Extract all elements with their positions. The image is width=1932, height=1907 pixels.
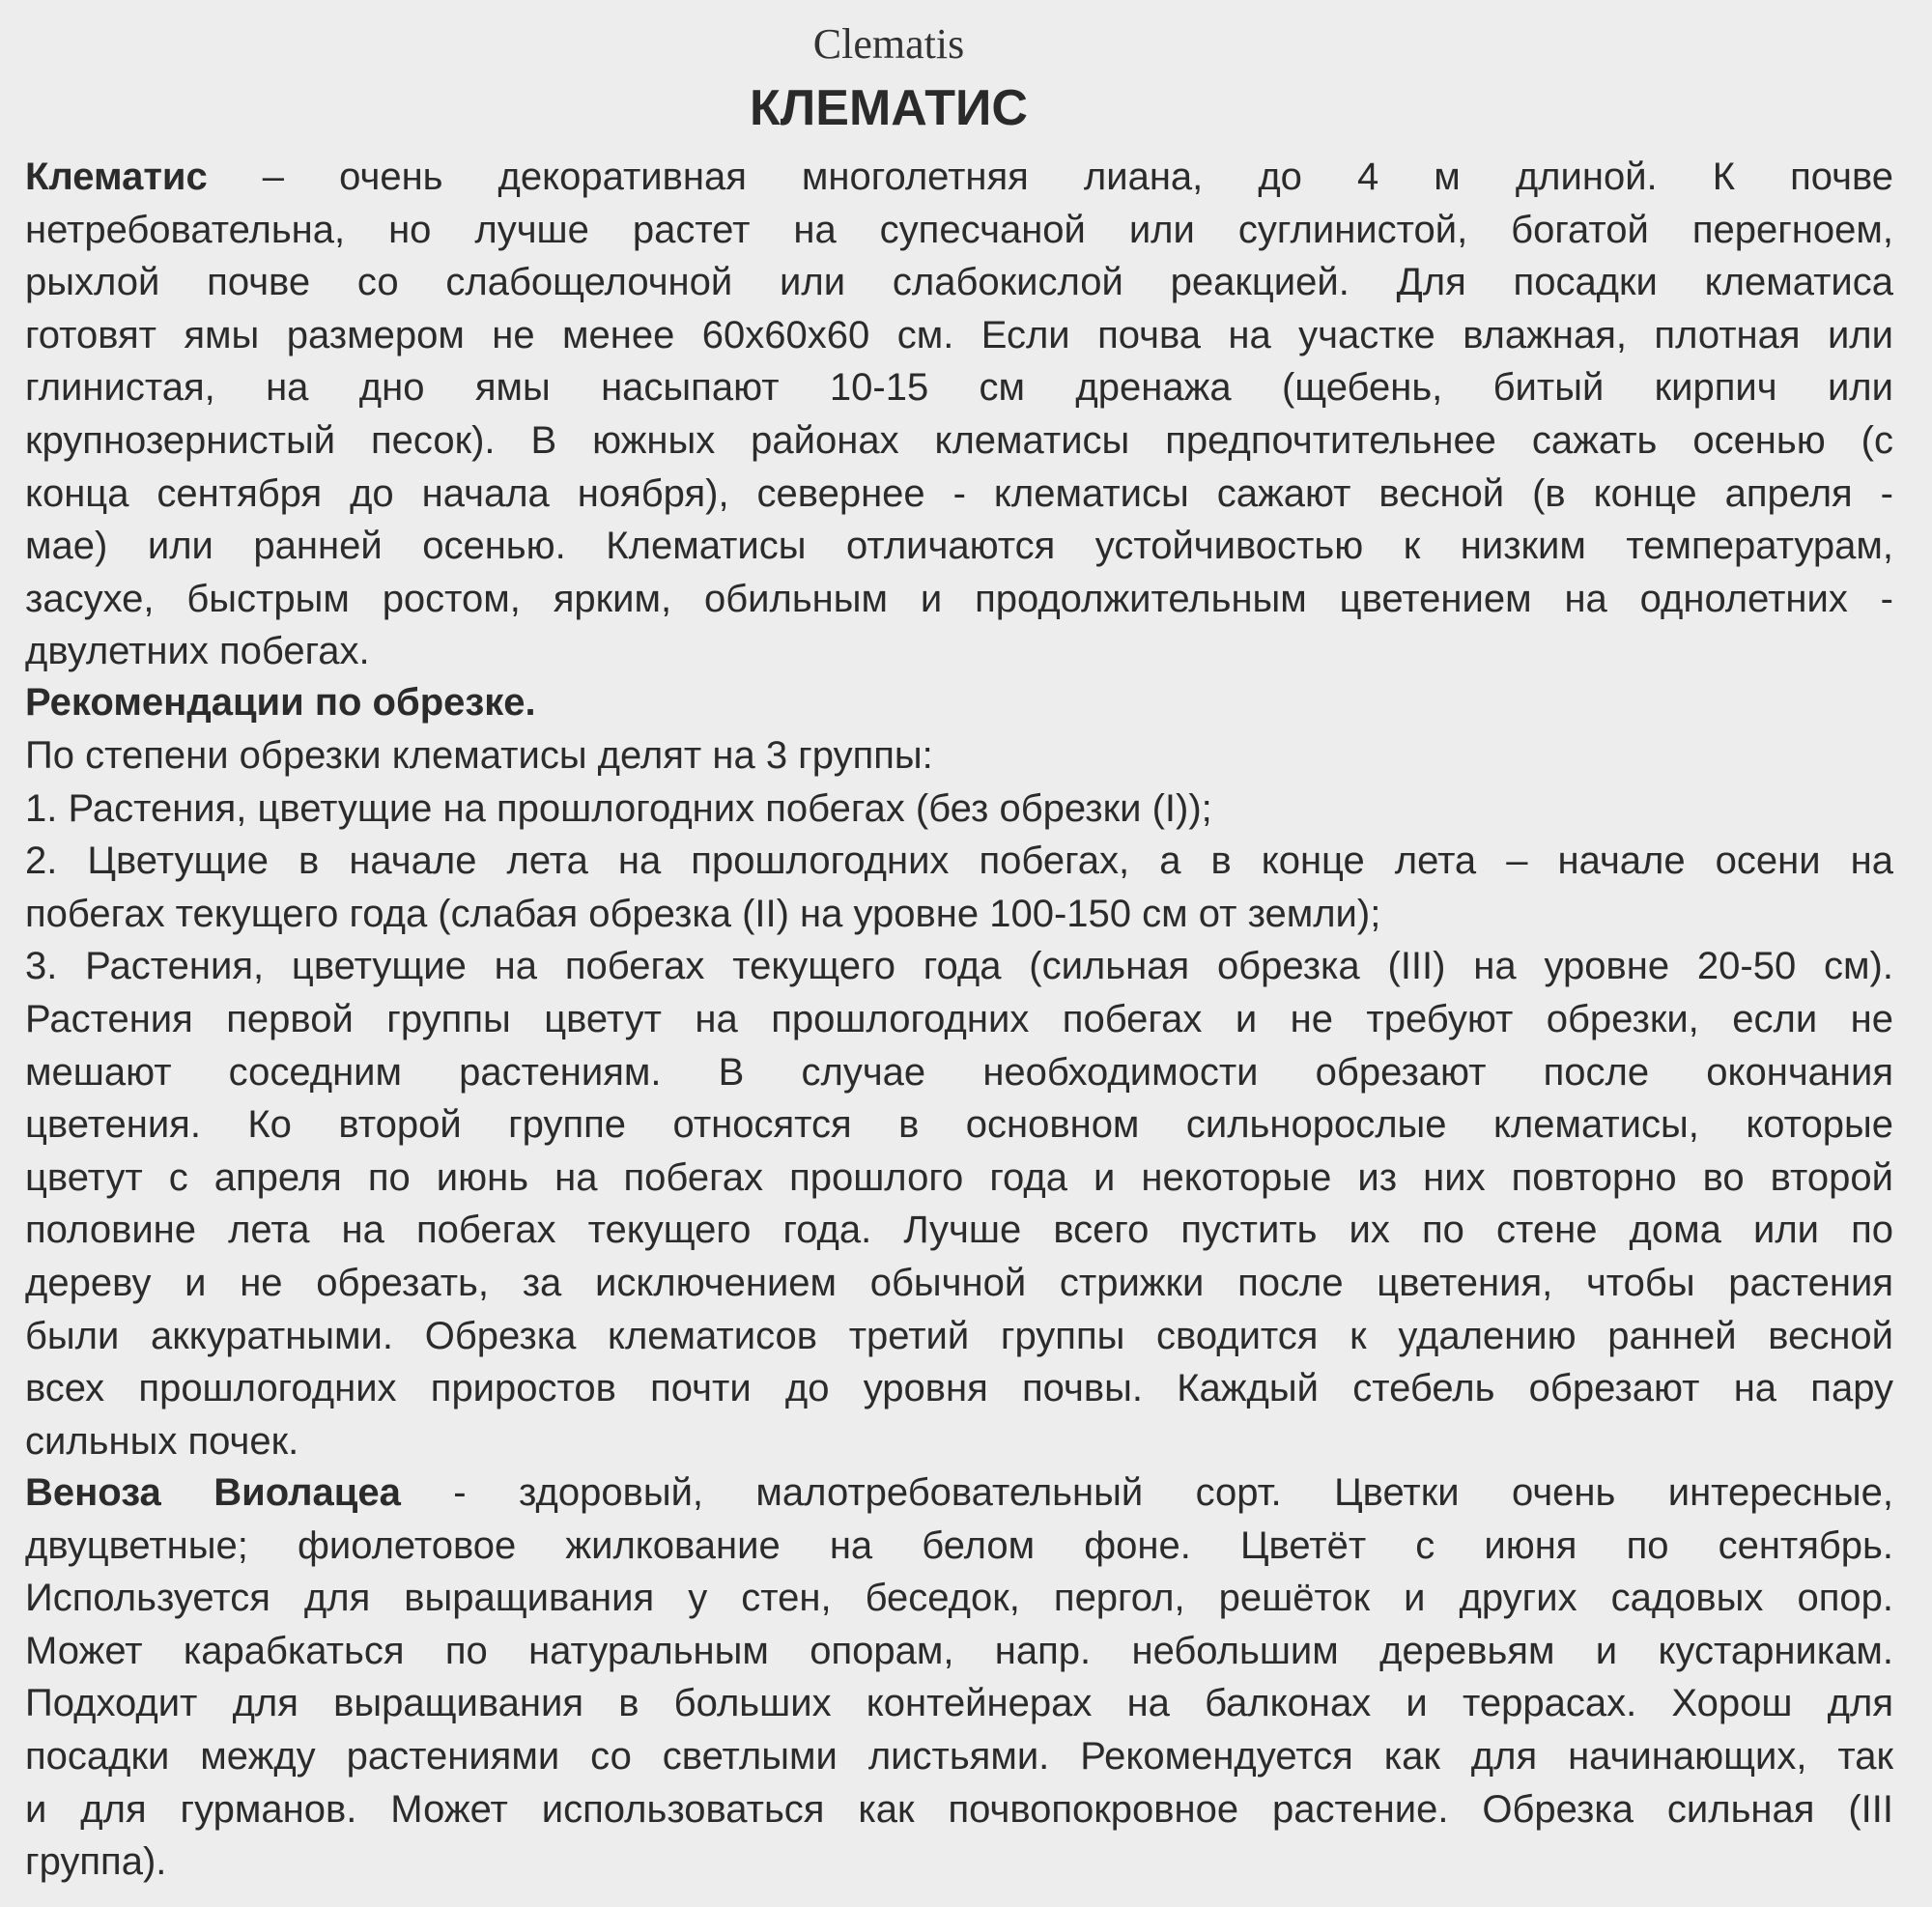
page-title: КЛЕМАТИС	[750, 80, 1028, 136]
pruning-line: цветут с апреля по июнь на побегах прошлого года и некоторые из них повторно во второй	[25, 1155, 1893, 1199]
pruning-line: Растения первой группы цветут на прошлогодних побегах и не требуют обрезки, если не	[25, 997, 1893, 1040]
intro-line: готовят ямы размером не менее 60х60х60 см. Если почва на участке влажная, плотная или	[25, 313, 1893, 356]
pruning-line: сильных почек.	[25, 1419, 299, 1463]
variety-line: группа).	[25, 1840, 167, 1884]
intro-line: засухе, быстрым ростом, ярким, обильным и продолжительным цветением на однолетних -	[25, 577, 1893, 620]
pruning-line: были аккуратными. Обрезка клематисов третий группы сводится к удалению ранней весной	[25, 1314, 1893, 1357]
intro-term: Клематис	[25, 156, 208, 198]
variety-line: Используется для выращивания у стен, беседок, пергол, решёток и других садовых опор.	[25, 1577, 1893, 1620]
pruning-line: всех прошлогодних приростов почти до уровня почвы. Каждый стебель обрезают на пару	[25, 1367, 1893, 1410]
intro-line: нетребовательна, но лучше растет на супесчаной или суглинистой, богатой перегноем,	[25, 208, 1893, 251]
intro-line: мае) или ранней осенью. Клематисы отличаются устойчивостью к низким температурам,	[25, 525, 1893, 568]
pruning-line: дереву и не обрезать, за исключением обычной стрижки после цветения, чтобы растения	[25, 1261, 1893, 1304]
intro-line: Клематис – очень декоративная многолетняя лиана, до 4 м длиной. К почве	[25, 156, 1893, 198]
intro-line: двулетних побегах.	[25, 630, 370, 673]
variety-line: Подходит для выращивания в больших контейнерах на балконах и террасах. Хорош для	[25, 1682, 1893, 1725]
variety-line: посадки между растениями со светлыми листьями. Рекомендуется как для начинающих, так	[25, 1734, 1893, 1778]
pruning-line: побегах текущего года (слабая обрезка (II) на уровне 100-150 см от земли);	[25, 892, 1381, 935]
pruning-heading: Рекомендации по обрезке.	[25, 681, 536, 724]
pruning-line: 2. Цветущие в начале лета на прошлогодних побегах, а в конце лета – начале осени на	[25, 840, 1893, 883]
variety-line: Может карабкаться по натуральным опорам, напр. небольшим деревьям и кустарникам.	[25, 1629, 1893, 1672]
latin-name: Clematis	[812, 20, 965, 68]
intro-line: крупнозернистый песок). В южных районах клематисы предпочтительнее сажать осенью (с	[25, 418, 1893, 462]
pruning-line: цветения. Ко второй группе относятся в основном сильнорослые клематисы, которые	[25, 1103, 1893, 1147]
pruning-line: половине лета на побегах текущего года. Лучше всего пустить их по стене дома или по	[25, 1209, 1893, 1252]
intro-line: рыхлой почве со слабощелочной или слабокислой реакцией. Для посадки клематиса	[25, 261, 1893, 304]
pruning-paragraph	[25, 729, 1893, 1467]
variety-line: двуцветные; фиолетовое жилкование на белом фоне. Цветёт с июня по сентябрь.	[25, 1523, 1893, 1567]
intro-paragraph	[25, 151, 1893, 678]
intro-line: конца сентября до начала ноября), севернее - клематисы сажают весной (в конце апреля -	[25, 471, 1893, 515]
pruning-line: По степени обрезки клематисы делят на 3 группы:	[25, 734, 933, 777]
pruning-line: 3. Растения, цветущие на побегах текущего года (сильная обрезка (III) на уровне 20-50 см).	[25, 945, 1893, 988]
variety-paragraph	[25, 1466, 1893, 1889]
variety-line: и для гурманов. Может использоваться как почвопокровное растение. Обрезка сильная (III	[25, 1787, 1893, 1831]
variety-line: Веноза Виолацеа - здоровый, малотребовательный сорт. Цветки очень интересные,	[25, 1471, 1893, 1514]
variety-term: Веноза Виолацеа	[25, 1471, 401, 1514]
pruning-line: мешают соседним растениям. В случае необходимости обрезают после окончания	[25, 1050, 1893, 1094]
intro-line: глинистая, на дно ямы насыпают 10-15 см дренажа (щебень, битый кирпич или	[25, 366, 1893, 410]
pruning-line: 1. Растения, цветущие на прошлогодних побегах (без обрезки (I));	[25, 786, 1212, 830]
